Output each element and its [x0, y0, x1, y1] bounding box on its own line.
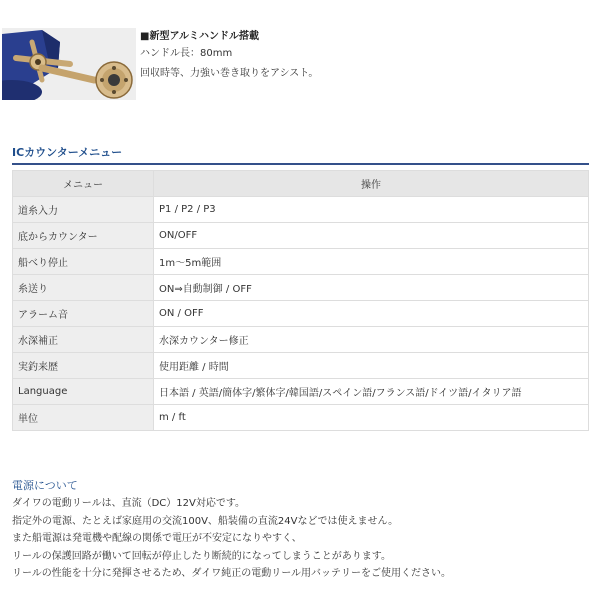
- ic-counter-menu-table: [12, 170, 589, 431]
- table-row: [13, 275, 589, 301]
- power-text-line: 指定外の電源、たとえば家庭用の交流100V、船装備の直流24Vなどでは使えません。: [12, 515, 399, 527]
- operation-cell: ON / OFF: [154, 301, 589, 327]
- header-menu: メニュー: [13, 171, 154, 197]
- power-text-line: リールの保護回路が働いて回転が停止したり断続的になってしまうことがあります。: [12, 550, 391, 562]
- menu-cell: Language: [13, 379, 154, 405]
- menu-cell: 底からカウンター: [13, 223, 154, 249]
- power-text-line: リールの性能を十分に発揮させるため、ダイワ純正の電動リール用バッテリーをご使用ください。: [12, 568, 451, 579]
- product-photo-reel-handle: [2, 28, 136, 100]
- power-text-line: また船電源は発電機や配線の関係で電圧が不安定になりやすく、: [12, 533, 302, 544]
- menu-cell: 水深補正: [13, 327, 154, 353]
- feature-title: ■新型アルミハンドル搭載: [140, 31, 260, 42]
- feature-description: 回収時等、力強い巻き取りをアシスト。: [140, 68, 319, 79]
- operation-cell: 使用距離 / 時間: [154, 353, 589, 379]
- operation-cell: P1 / P2 / P3: [154, 197, 589, 223]
- menu-cell: 船べり停止: [13, 249, 154, 275]
- operation-cell: ON/OFF: [154, 223, 589, 249]
- table-row: [13, 405, 589, 431]
- power-text-line: ダイワの電動リールは、直流（DC）12V対応です。: [12, 498, 246, 509]
- table-row: [13, 197, 589, 223]
- operation-cell: 日本語 / 英語/簡体字/繁体字/韓国語/スペイン語/フランス語/ドイツ語/イタリア語: [154, 379, 589, 405]
- feature-block: [140, 30, 318, 84]
- header-operation: 操作: [154, 171, 589, 197]
- power-section-title: 電源について: [12, 479, 78, 492]
- menu-cell: アラーム音: [13, 301, 154, 327]
- reel-handle-illustration: [2, 28, 136, 100]
- operation-cell: 1m〜5m範囲: [154, 249, 589, 275]
- table-row: [13, 379, 589, 405]
- power-section-body: [12, 495, 451, 583]
- menu-cell: 糸送り: [13, 275, 154, 301]
- table-row: [13, 301, 589, 327]
- table-row: [13, 249, 589, 275]
- table-row: [13, 327, 589, 353]
- menu-cell: 道糸入力: [13, 197, 154, 223]
- section-divider: [12, 163, 589, 165]
- operation-cell: ON⇒自動制御 / OFF: [154, 275, 589, 301]
- operation-cell: 水深カウンター修正: [154, 327, 589, 353]
- feature-handle-length: ハンドル長：80mm: [140, 48, 233, 59]
- table-row: [13, 353, 589, 379]
- table-header-row: [13, 171, 589, 197]
- menu-cell: 実釣来歴: [13, 353, 154, 379]
- operation-cell: m / ft: [154, 405, 589, 431]
- menu-cell: 単位: [13, 405, 154, 431]
- table-row: [13, 223, 589, 249]
- ic-counter-section-title: ICカウンターメニュー: [12, 146, 123, 159]
